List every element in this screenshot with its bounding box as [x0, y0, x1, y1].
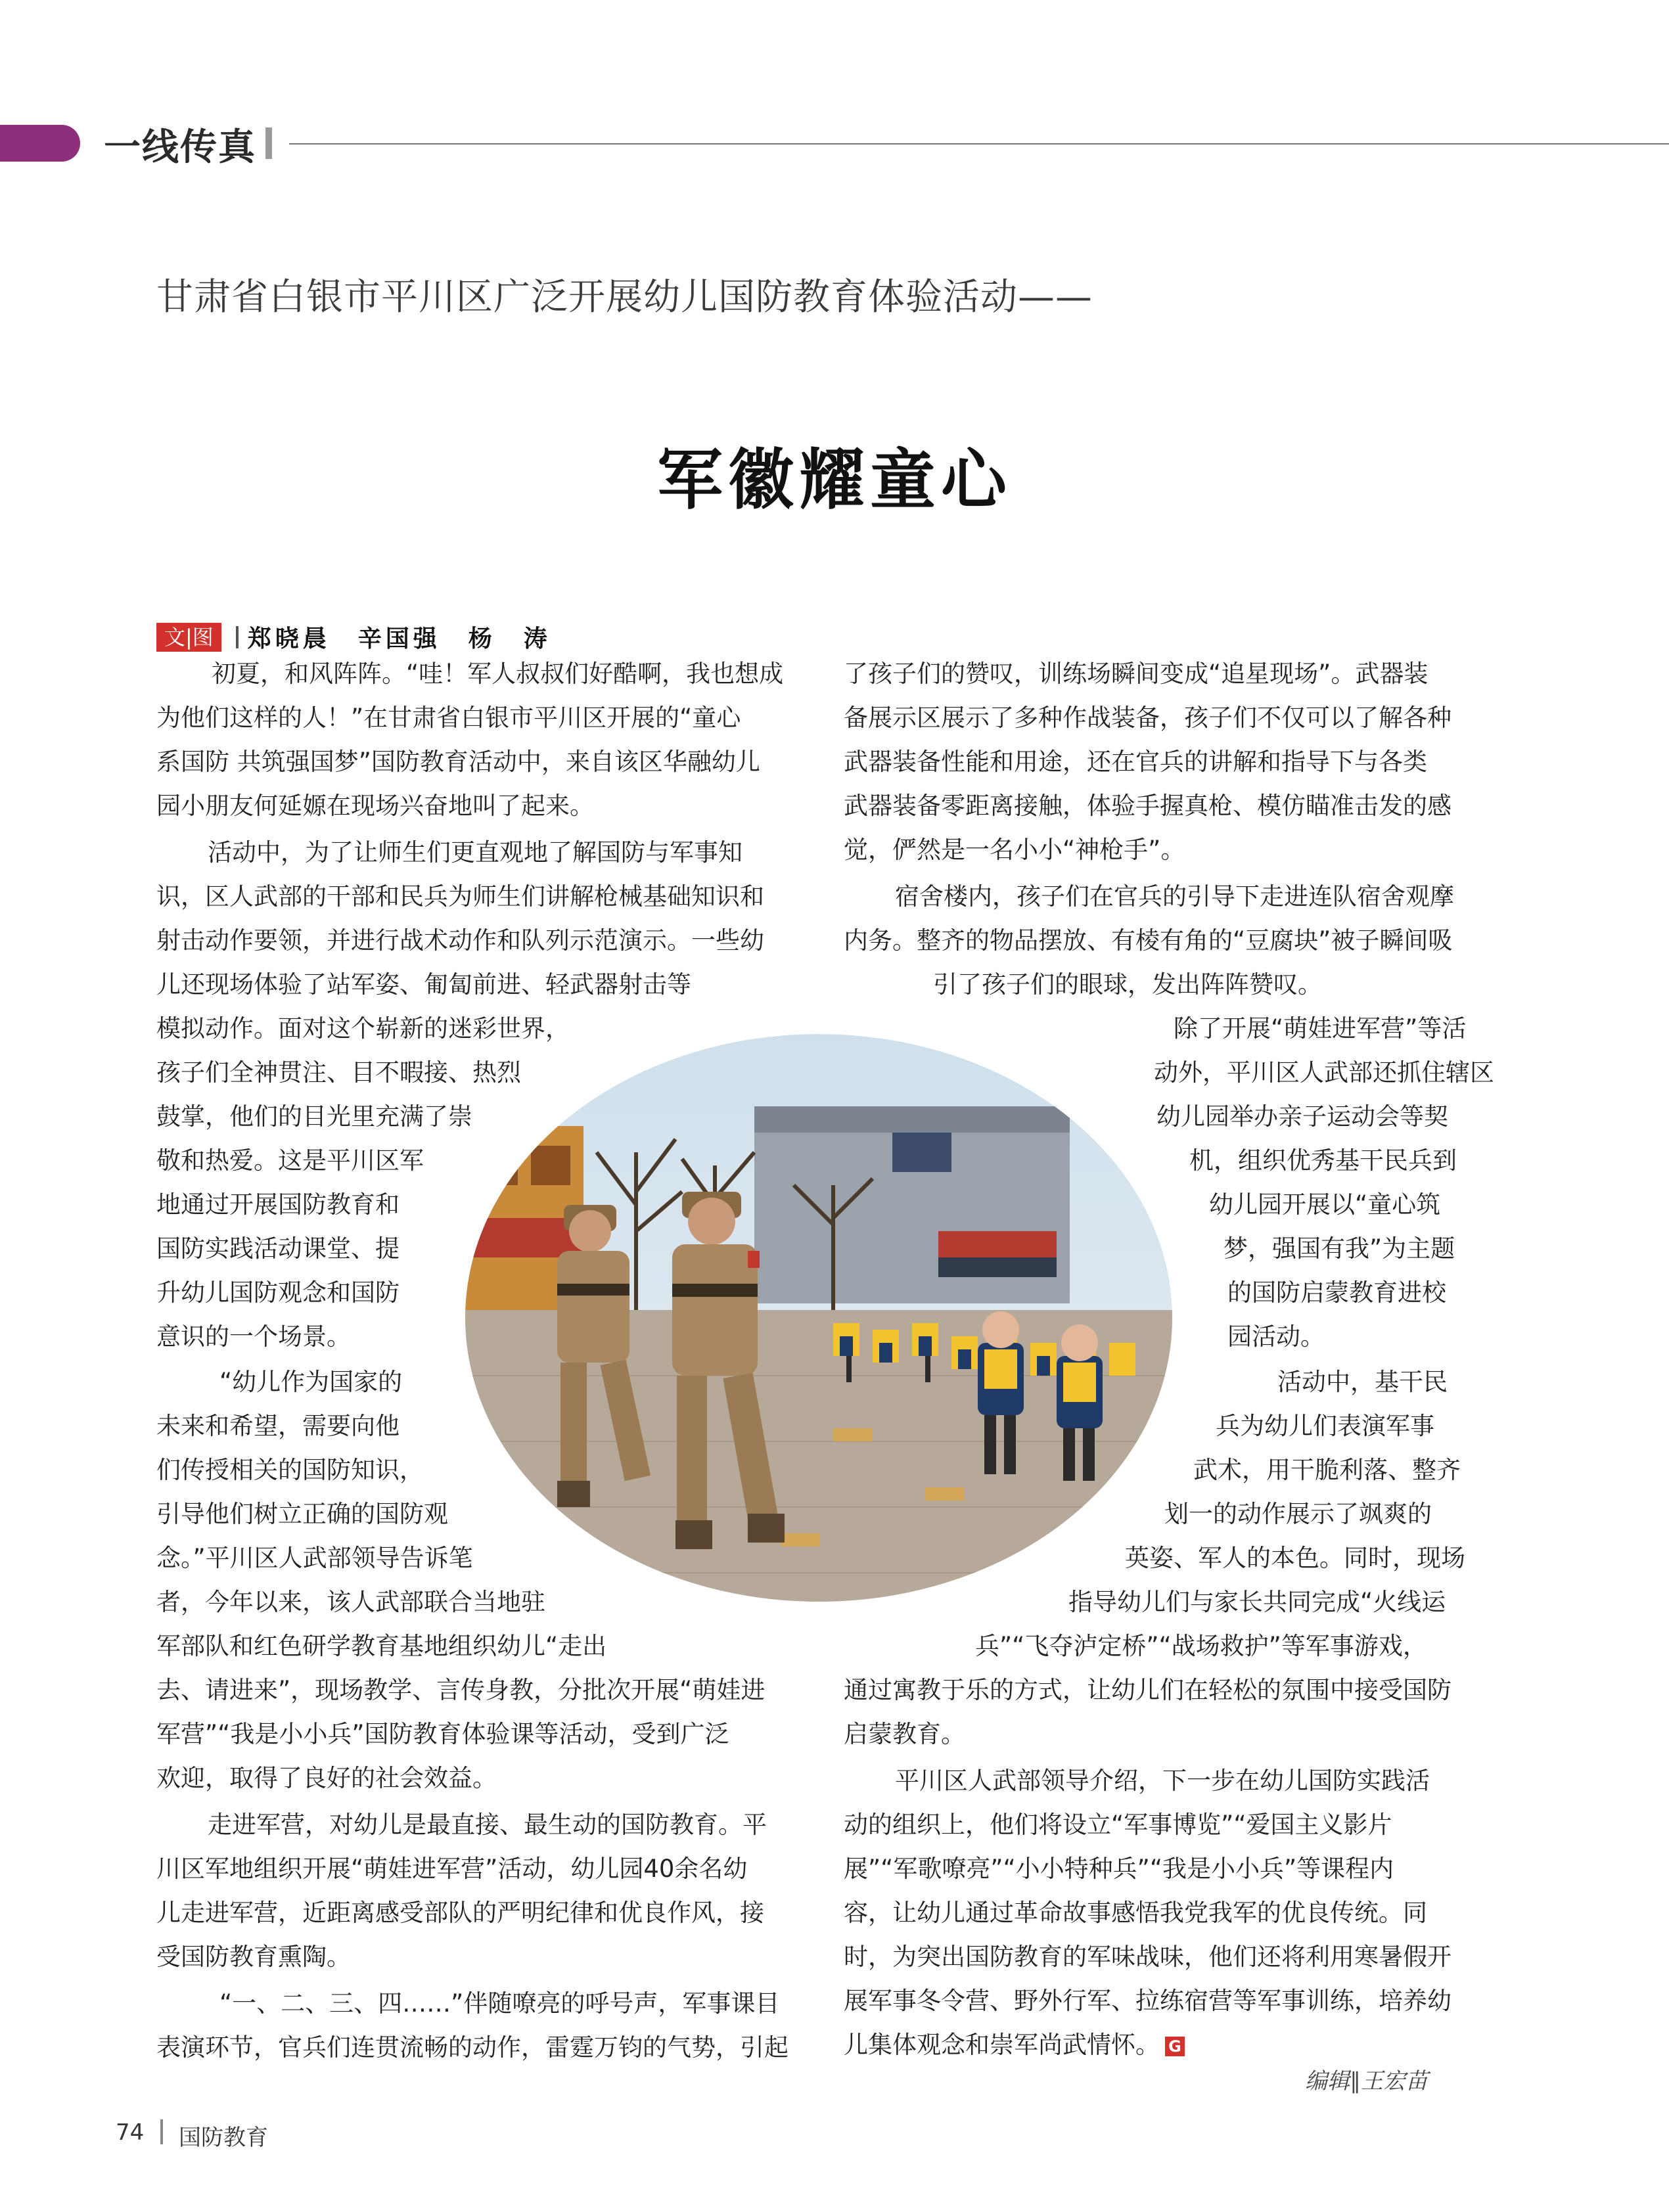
text-line: 平川区人武部领导介绍，下一步在幼儿国防实践活 [895, 1767, 1430, 1795]
building [754, 1106, 1070, 1303]
text-line: 园小朋友何延嫄在现场兴奋地叫了起来。 [156, 792, 594, 820]
section-label: 一线传真 [104, 126, 256, 169]
article-subtitle: 甘肃省白银市平川区广泛开展幼儿国防教育体验活动—— [156, 276, 1093, 319]
text-line: 受国防教育熏陶。 [156, 1943, 351, 1971]
text-line: 军营”“我是小小兵”国防教育体验课等活动，受到广泛 [156, 1720, 729, 1748]
text-line: 机，组织优秀基干民兵到 [1189, 1146, 1457, 1175]
byline-separator [236, 626, 239, 648]
text-line: 为他们这样的人！”在甘肃省白银市平川区开展的“童心 [156, 704, 741, 732]
text-line: 划一的动作展示了飒爽的 [1164, 1500, 1432, 1528]
byline-tag: 文|图 [156, 623, 221, 652]
editor-credit: 编辑∥王宏苗 [1305, 2068, 1428, 2094]
text-line: 备展示区展示了多种作战装备，孩子们不仅可以了解各种 [844, 704, 1452, 732]
text-line: 内务。整齐的物品摆放、有棱有角的“豆腐块”被子瞬间吸 [844, 926, 1453, 955]
photo-illustration [465, 1034, 1172, 1602]
text-line: 敬和热爱。这是平川区军 [156, 1146, 424, 1175]
text-line: “幼儿作为国家的 [219, 1368, 403, 1396]
text-line: 识，区人武部的干部和民兵为师生们讲解枪械基础知识和 [156, 882, 764, 911]
text-line: 通过寓教于乐的方式，让幼儿们在轻松的氛围中接受国防 [844, 1676, 1452, 1704]
text-line: 了孩子们的赞叹，训练场瞬间变成“追星现场”。武器装 [844, 660, 1429, 688]
text-line: 表演环节，官兵们连贯流畅的动作，雷霆万钧的气势，引起 [156, 2033, 789, 2062]
text-line: 动的组织上，他们将设立“军事博览”“爱国主义影片 [844, 1811, 1392, 1839]
text-line-last [844, 2023, 1185, 2067]
text-line: 国防实践活动课堂、提 [156, 1234, 400, 1263]
text-line-content: 儿集体观念和崇军尚武情怀。 [844, 2031, 1160, 2059]
text-line: 儿还现场体验了站军姿、匍匐前进、轻武器射击等 [156, 970, 691, 999]
text-line: 升幼儿国防观念和国防 [156, 1278, 400, 1307]
text-line: 引导他们树立正确的国防观 [156, 1500, 448, 1528]
text-line: 时，为突出国防教育的军味战味，他们还将利用寒暑假开 [844, 1943, 1452, 1971]
text-line: 活动中，为了让师生们更直观地了解国防与军事知 [208, 838, 743, 867]
text-line: 幼儿园举办亲子运动会等契 [1156, 1102, 1448, 1131]
text-line: 武器装备零距离接触，体验手握真枪、模仿瞄准击发的感 [844, 792, 1452, 820]
text-line: 动外，平川区人武部还抓住辖区 [1154, 1058, 1494, 1087]
magazine-name: 国防教育 [179, 2125, 268, 2151]
header-rule [289, 143, 1669, 145]
text-line: 未来和希望，需要向他 [156, 1412, 400, 1440]
text-line: 引了孩子们的眼球，发出阵阵赞叹。 [933, 970, 1322, 999]
text-line: 指导幼儿们与家长共同完成“火线运 [1068, 1588, 1446, 1616]
text-line: 宿舍楼内，孩子们在官兵的引导下走进连队宿舍观摩 [895, 882, 1454, 911]
byline [156, 620, 551, 650]
text-line: 兵”“飞夺泸定桥”“战场救护”等军事游戏， [975, 1632, 1427, 1660]
text-line: 活动中，基干民 [1277, 1368, 1448, 1396]
text-line: 们传授相关的国防知识， [156, 1456, 424, 1484]
text-line: 的国防启蒙教育进校 [1227, 1278, 1446, 1307]
text-line: 展”“军歌嘹亮”“小小特种兵”“我是小小兵”等课程内 [844, 1855, 1394, 1883]
text-line: 去、请进来”，现场教学、言传身教，分批次开展“萌娃进 [156, 1676, 766, 1704]
section-tab-accent [0, 125, 80, 162]
text-line: 展军事冬令营、野外行军、拉练宿营等军事训练，培养幼 [844, 1987, 1452, 2015]
article-photo [465, 1034, 1172, 1602]
text-line: 系国防 共筑强国梦”国防教育活动中，来自该区华融幼儿 [156, 748, 760, 776]
byline-authors: 郑晓晨 辛国强 杨 涛 [247, 625, 551, 652]
text-line: 启蒙教育。 [844, 1720, 965, 1748]
text-line: 英姿、军人的本色。同时，现场 [1125, 1544, 1465, 1572]
text-line: 儿走进军营，近距离感受部队的严明纪律和优良作风，接 [156, 1899, 764, 1927]
text-line: 除了开展“萌娃进军营”等活 [1174, 1014, 1467, 1043]
text-line: 鼓掌，他们的目光里充满了崇 [156, 1102, 472, 1131]
text-line: 武术，用干脆利落、整齐 [1193, 1456, 1461, 1484]
text-line: 走进军营，对幼儿是最直接、最生动的国防教育。平 [208, 1811, 767, 1839]
text-line: 地通过开展国防教育和 [156, 1190, 400, 1219]
text-line: 模拟动作。面对这个崭新的迷彩世界， [156, 1014, 570, 1043]
section-divider-mark [265, 127, 272, 159]
text-line: 川区军地组织开展“萌娃进军营”活动，幼儿园40余名幼 [156, 1855, 748, 1883]
text-line: 孩子们全神贯注、目不暇接、热烈 [156, 1058, 521, 1087]
text-line: 意识的一个场景。 [156, 1322, 351, 1351]
page-number: 74 [116, 2119, 145, 2146]
text-line: 军部队和红色研学教育基地组织幼儿“走出 [156, 1632, 607, 1660]
text-line: 觉，俨然是一名小小“神枪手”。 [844, 836, 1185, 864]
text-line: 武器装备性能和用途，还在官兵的讲解和指导下与各类 [844, 748, 1427, 776]
text-line: 梦，强国有我”为主题 [1223, 1234, 1455, 1263]
text-line: 初夏，和风阵阵。“哇！军人叔叔们好酷啊，我也想成 [212, 660, 784, 688]
text-line: “一、二、三、四……”伴随嘹亮的呼号声，军事课目 [219, 1989, 780, 2018]
text-line: 容，让幼儿通过革命故事感悟我党我军的优良传统。同 [844, 1899, 1427, 1927]
text-line: 欢迎，取得了良好的社会效益。 [156, 1764, 497, 1792]
text-line: 射击动作要领，并进行战术动作和队列示范演示。一些幼 [156, 926, 764, 955]
footer-separator [160, 2119, 163, 2144]
text-line: 者，今年以来，该人武部联合当地驻 [156, 1588, 545, 1616]
text-line: 幼儿园开展以“童心筑 [1209, 1190, 1441, 1219]
end-mark-icon: G [1165, 2037, 1185, 2056]
text-line: 念。”平川区人武部领导告诉笔 [156, 1544, 473, 1572]
article-title: 军徽耀童心 [657, 441, 1012, 518]
text-line: 园活动。 [1227, 1322, 1325, 1351]
text-line: 兵为幼儿们表演军事 [1216, 1412, 1434, 1440]
